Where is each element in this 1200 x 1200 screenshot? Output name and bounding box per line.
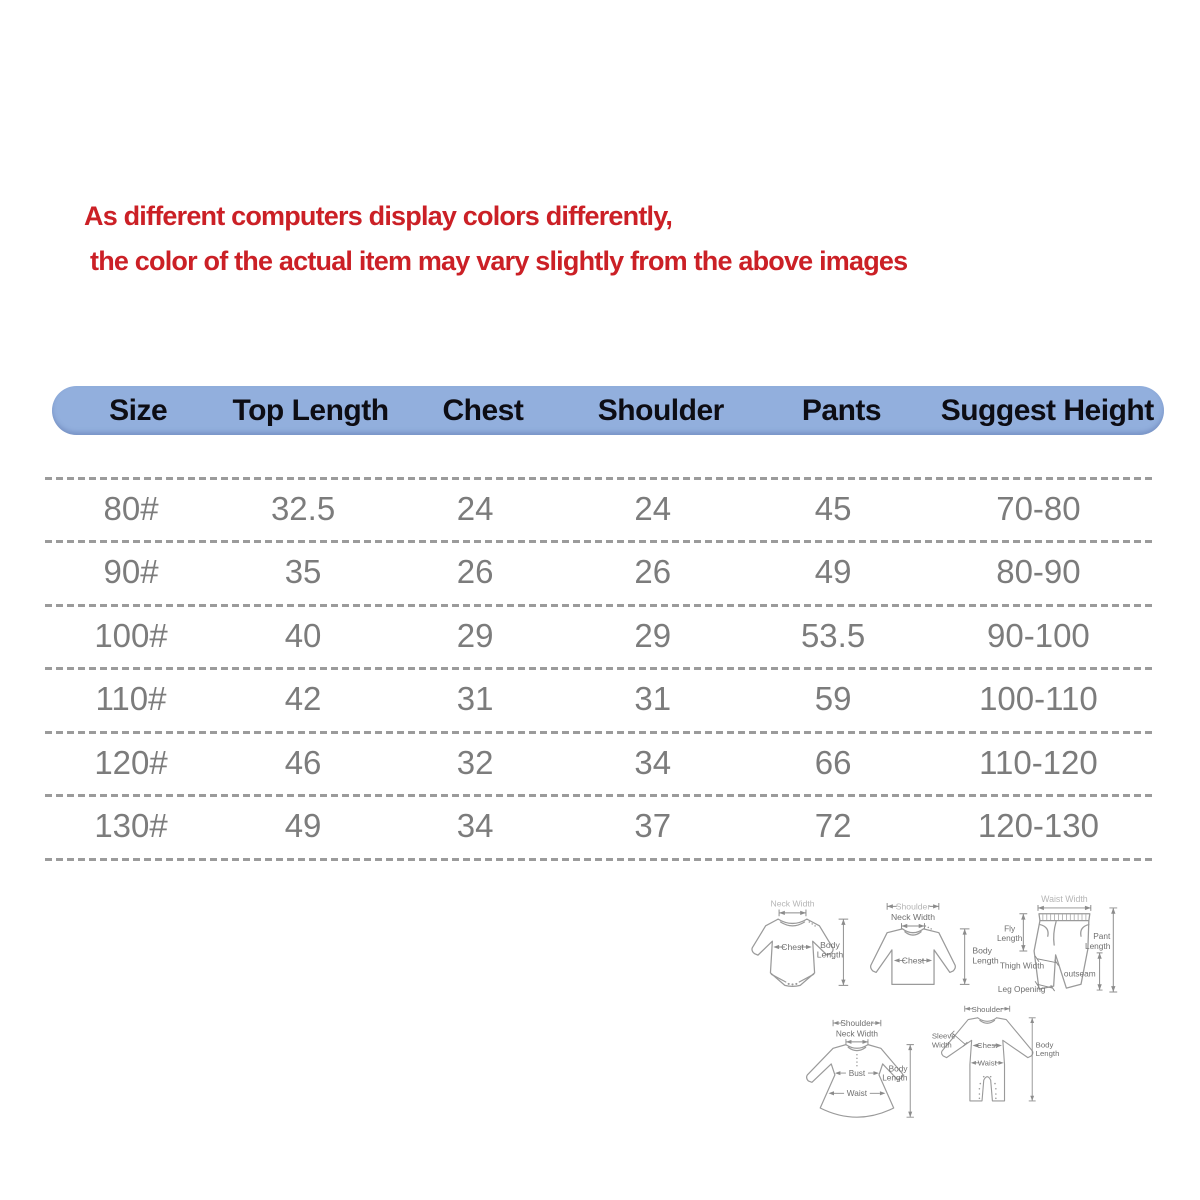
shirt-neck-width-dim [902,923,925,929]
pants-cell: 53.5 [800,616,866,654]
shirt-body-length-dim [960,929,970,985]
romper-sleeve-width-label: Sleeve [931,1031,956,1041]
chest-cell: 34 [456,807,494,845]
shoulder-cell: 24 [634,489,672,527]
suggest-height-cell: 90-100 [987,616,1090,654]
suggest-height-cell: 110-120 [979,743,1098,781]
size-cell: 100# [94,616,168,654]
row-divider [45,858,1155,861]
suggest-height-cell: 70-80 [996,489,1081,527]
pants-outseam-label: outseam [1063,968,1096,979]
shirt-body-length-label: Length [972,955,999,966]
romper-body-length-label: Body [1035,1040,1054,1050]
chest-cell: 24 [456,489,494,527]
top-length-cell: 42 [284,680,322,718]
row-divider [45,794,1155,797]
pants-pant-length-label: Length [1084,941,1111,951]
pants-cell: 59 [814,680,852,718]
size-table-header [52,386,1164,435]
dress-diagram [800,1016,924,1121]
table-row [45,541,1155,605]
pants-cell: 45 [814,489,852,527]
table-row [45,795,1155,859]
dress-neck-width-dim [846,1039,868,1045]
chest-cell: 29 [456,616,494,654]
pants-fly-length-label: Length [996,933,1023,944]
pants-fly-length-label: Fly [1004,923,1016,934]
row-divider [45,477,1155,480]
dress-body-length-label: Body [888,1064,908,1074]
disclaimer-line2: the color of the actual item may vary slightly from the above images [90,246,908,276]
pants-cell: 72 [814,807,852,845]
table-row [45,604,1155,668]
pants-pant-length-dim [1109,908,1117,992]
dress-body-length-label: Length [882,1073,908,1083]
romper-waist-label: Waist [977,1058,997,1068]
suggest-height-cell: 100-110 [979,680,1098,718]
table-row [45,477,1155,541]
size-cell: 120# [94,743,168,781]
shoulder-cell: 29 [634,616,672,654]
bodysuit-neck-width-dim [779,910,806,917]
column-header: Shoulder [597,393,724,427]
shirt-diagram [868,900,1002,996]
suggest-height-cell: 120-130 [977,807,1099,845]
measurement-diagrams [742,888,1172,1158]
top-length-cell: 32.5 [270,489,336,527]
size-cell: 80# [103,489,159,527]
chest-cell: 26 [456,553,494,591]
top-length-cell: 35 [284,553,322,591]
size-cell: 110# [95,680,167,718]
shirt-neck-width-label: Neck Width [890,912,935,923]
pants-outseam-dim [1097,953,1103,990]
suggest-height-cell: 80-90 [996,553,1081,591]
pants-cell: 49 [814,553,852,591]
size-cell: 90# [103,553,159,591]
shoulder-cell: 31 [634,680,672,718]
column-header: Suggest Height [940,393,1154,427]
romper-sleeve-width-label: Width [931,1040,952,1050]
pants-diagram [994,894,1126,1004]
top-length-cell: 40 [284,616,322,654]
dress-body-length-dim [907,1045,914,1118]
bodysuit-neck-width-label: Neck Width [770,898,815,909]
shoulder-cell: 26 [634,553,672,591]
column-header: Size [109,393,168,427]
dress-bust-label: Bust [848,1068,866,1078]
top-length-cell: 46 [284,743,322,781]
romper-diagram [930,1004,1060,1113]
bodysuit-body-length-label: Length [816,949,844,960]
table-row [45,731,1155,795]
chest-cell: 31 [456,680,494,718]
shoulder-cell: 37 [634,807,672,845]
shirt-body-length-label: Body [972,945,992,956]
column-header: Chest [442,393,524,427]
bodysuit-body-length-label: Body [820,939,840,950]
row-divider [45,731,1155,734]
disclaimer-line1: As different computers display colors differently, [84,201,673,231]
pants-waist-width-label: Waist Width [1041,894,1088,905]
pants-leg-opening-label: Leg Opening [997,984,1046,995]
table-row [45,668,1155,732]
shirt-shoulder-label: Shoulder [895,901,931,912]
size-cell: 130# [94,807,168,845]
dress-waist-label: Waist [846,1089,868,1099]
row-divider [45,604,1155,607]
size-table-body [45,477,1155,861]
romper-body-length-label: Length [1035,1048,1060,1058]
color-disclaimer [84,194,907,284]
shoulder-cell: 34 [634,743,672,781]
pants-waist-width-dim [1038,905,1091,911]
chest-cell: 32 [456,743,494,781]
bodysuit-diagram [750,898,860,994]
column-header: Top Length [232,393,389,427]
row-divider [45,540,1155,543]
pants-thigh-width-label: Thigh Width [999,960,1045,971]
bodysuit-chest-label: Chest [781,941,804,952]
row-divider [45,667,1155,670]
top-length-cell: 49 [284,807,322,845]
column-header: Pants [801,393,882,427]
pants-pant-length-label: Pant [1093,931,1111,942]
dress-shoulder-label: Shoulder [840,1019,874,1029]
dress-neck-width-label: Neck Width [835,1029,879,1039]
shirt-chest-label: Chest [901,955,925,966]
romper-chest-label: Chest [977,1041,998,1051]
pants-cell: 66 [814,743,852,781]
romper-body-length-dim [1029,1018,1036,1101]
romper-shoulder-label: Shoulder [971,1004,1003,1014]
